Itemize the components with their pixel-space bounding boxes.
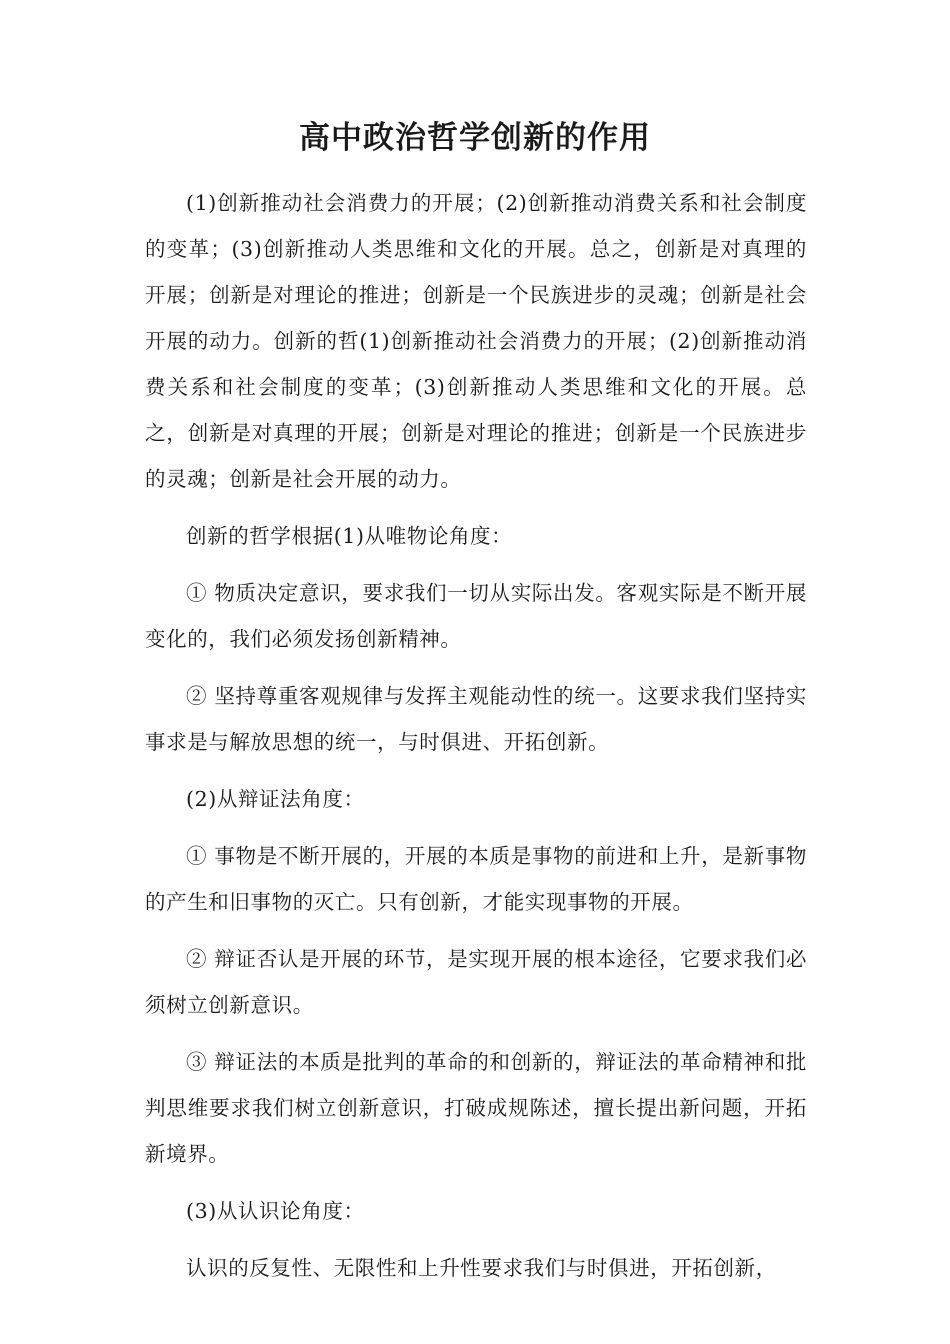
paragraph-materialism-point-1: ① 物质决定意识，要求我们一切从实际出发。客观实际是不断开展变化的，我们必须发扬创新精神。 bbox=[145, 581, 807, 651]
document-title: 高中政治哲学创新的作用 bbox=[299, 120, 651, 156]
paragraph-epistemology-text: 认识的反复性、无限性和上升性要求我们与时俱进，开拓创新， bbox=[186, 1256, 777, 1280]
paragraph-dialectics-point-3: ③ 辩证法的本质是批判的革命的和创新的，辩证法的革命精神和批判思维要求我们树立创新意识，打破成规陈述，擅长提出新问题，开拓新境界。 bbox=[145, 1050, 807, 1166]
document-body bbox=[145, 180, 807, 1302]
paragraph-epistemology-heading: (3)从认识论角度： bbox=[186, 1199, 365, 1223]
paragraph-dialectics-point-2: ② 辩证否认是开展的环节，是实现开展的根本途径，它要求我们必须树立创新意识。 bbox=[145, 947, 807, 1017]
paragraph-innovation-effects: (1)创新推动社会消费力的开展；(2)创新推动消费关系和社会制度的变革；(3)创新推动人类思维和文化的开展。总之，创新是对真理的开展；创新是对理论的推进；创新是一个民族进步的灵魂；创新是社会开展的动力。创新的哲(1)创新推动社会消费力的开展；(2)创新推动消费关系和社会制度的变革；(3)创新推动人类思维和文化的开展。总之，创新是对真理的开展；创新是对理论的推进；创新是一个民族进步的灵魂；创新是社会开展的动力。 bbox=[145, 191, 807, 491]
paragraph-materialism-point-2: ② 坚持尊重客观规律与发挥主观能动性的统一。这要求我们坚持实事求是与解放思想的统一，与时俱进、开拓创新。 bbox=[145, 684, 807, 754]
paragraph-dialectics-heading: (2)从辩证法角度： bbox=[186, 787, 365, 811]
paragraph-dialectics-point-1: ① 事物是不断开展的，开展的本质是事物的前进和上升，是新事物的产生和旧事物的灭亡。只有创新，才能实现事物的开展。 bbox=[145, 844, 807, 914]
paragraph-materialism-heading: 创新的哲学根据(1)从唯物论角度： bbox=[186, 524, 513, 548]
